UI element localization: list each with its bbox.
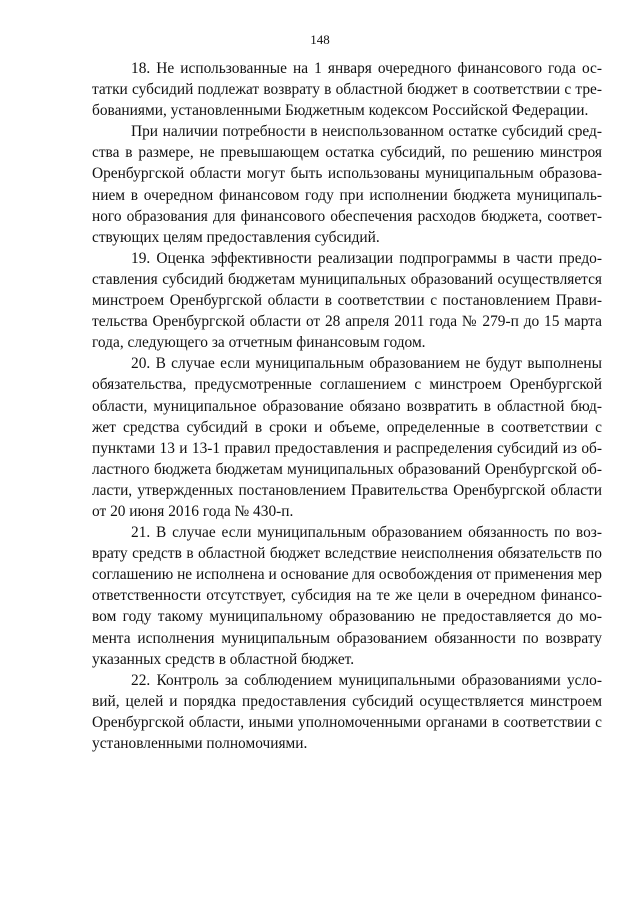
- paragraph-18-continuation: При наличии потребности в неиспользованном остатке субсидий средства в размере, не превышающем остатка субсидий, по решению минстроя Оренбургской области могут быть использованы муниципальным образованием в очередном финансовом году при исполнении бюджета муниципального образования для финансового обеспечения расходов бюджета, соответствующих целям предоставления субсидий.: [92, 123, 602, 246]
- page-number: 148: [310, 32, 330, 47]
- paragraph-21: 21. В случае если муниципальным образованием обязанность по возврату средств в областной бюджет вследствие неисполнения обязательств по соглашению не исполнена и основание для освобождения от применения мер ответственности отсутствует, субсидия на те же цели в очередном финансовом году такому муниципальному образованию не предоставляется до момента исполнения муниципальным образованием обязанности по возврату указанных средств в областной бюджет.: [92, 524, 602, 668]
- paragraph-19: 19. Оценка эффективности реализации подпрограммы в части предоставления субсидий бюджетам муниципальных образований осуществляется минстроем Оренбургской области в соответствии с постановлением Правительства Оренбургской области от 28 апреля 2011 года № 279-п до 15 марта года, следующего за отчетным финансовым годом.: [92, 249, 602, 352]
- paragraph-22: 22. Контроль за соблюдением муниципальными образованиями условий, целей и порядка предоставления субсидий осуществляется минстроем Оренбургской области, иными уполномоченными органами в соответствии с установленными полномочиями.: [92, 671, 602, 752]
- document-body: [92, 58, 602, 754]
- paragraph-18: 18. Не использованные на 1 января очередного финансового года остатки субсидий подлежат возврату в областной бюджет в соответствии с требованиями, установленными Бюджетным кодексом Российской Федерации.: [92, 60, 602, 120]
- paragraph-20: 20. В случае если муниципальным образованием не будут выполнены обязательства, предусмотренные соглашением с минстроем Оренбургской области, муниципальное образование обязано возвратить в областной бюджет средства субсидий в сроки и объеме, определенные в соответствии с пунктами 13 и 13-1 правил предоставления и распределения субсидий из областного бюджета бюджетам муниципальных образований Оренбургской области, утвержденных постановлением Правительства Оренбургской области от 20 июня 2016 года № 430-п.: [92, 355, 602, 520]
